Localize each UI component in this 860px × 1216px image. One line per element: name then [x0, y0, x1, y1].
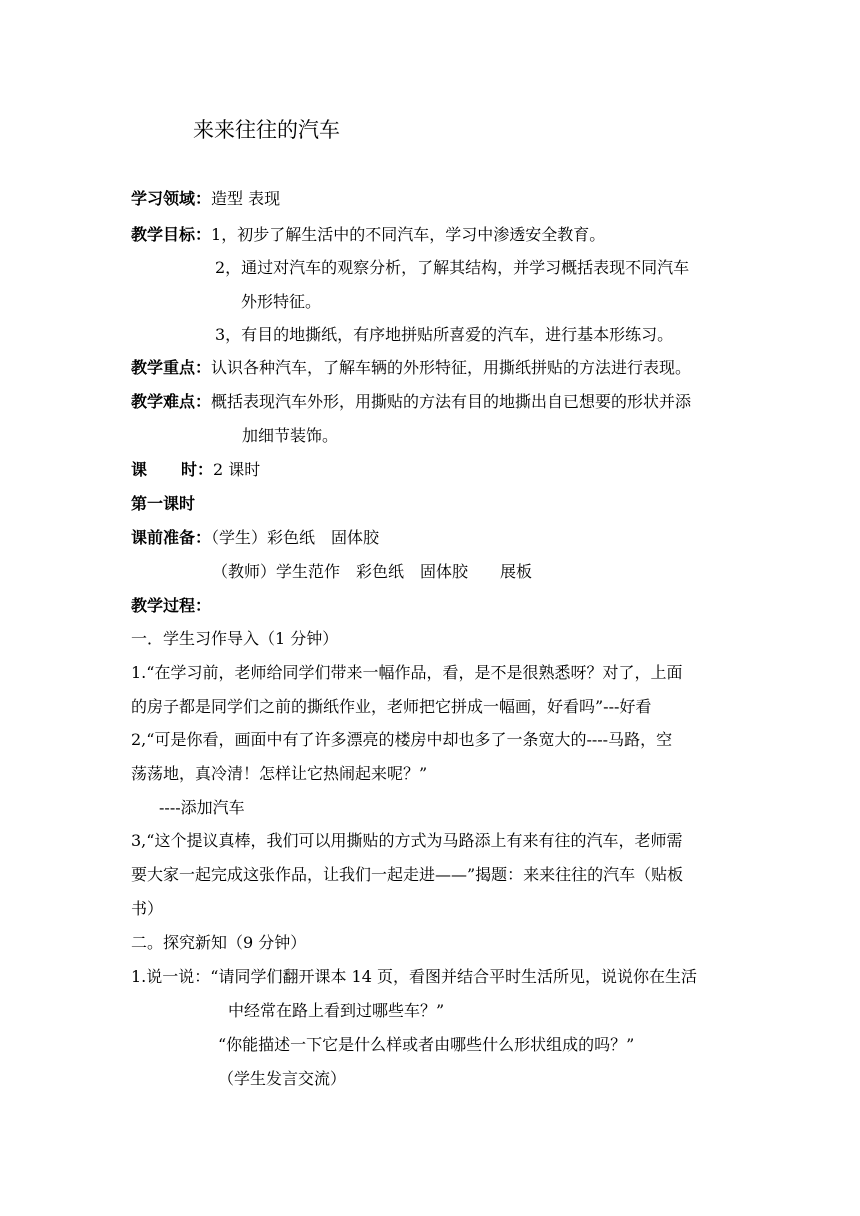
section-2-line-a: 1.说一说：“请同学们翻开课本 14 页，看图并结合平时生活所见，说说你在生活 — [131, 967, 697, 986]
key-points-label: 教学重点： — [131, 358, 212, 377]
prep-teacher: （教师）学生范作 彩色纸 固体胶 展板 — [212, 562, 533, 581]
prep-student: （学生）彩色纸 固体胶 — [211, 528, 380, 547]
paragraph-2b: 荡荡地，真冷清！怎样让它热闹起来呢？” — [131, 764, 428, 783]
objective-3: 3，有目的地撕纸，有序地拼贴所喜爱的汽车，进行基本形练习。 — [215, 325, 674, 344]
paragraph-1a: 1.“在学习前，老师给同学们带来一幅作品，看，是不是很熟悉呀？对了，上面 — [131, 663, 683, 682]
section-2-heading: 二。探究新知（9 分钟） — [131, 933, 307, 952]
objective-2b: 外形特征。 — [241, 292, 322, 311]
paragraph-3a: 3,“这个提议真棒，我们可以用撕贴的方式为马路添上有来有往的汽车，老师需 — [131, 831, 683, 850]
paragraph-1b: 的房子都是同学们之前的撕纸作业，老师把它拼成一幅画，好看吗”---好看 — [131, 697, 652, 716]
hours-line — [131, 459, 260, 481]
difficulties-value-b: 加细节装饰。 — [242, 426, 339, 445]
objective-1: 1，初步了解生活中的不同汽车，学习中渗透安全教育。 — [211, 225, 606, 244]
process-label: 教学过程： — [131, 596, 212, 615]
difficulties-value-a: 概括表现汽车外形，用撕贴的方法有目的地撕出自已想要的形状并添 — [211, 392, 692, 411]
section-2-line-c: “你能描述一下它是什么样或者由哪些什么形状组成的吗？” — [218, 1035, 635, 1054]
field-line — [131, 188, 280, 210]
document-title: 来来往往的汽车 — [193, 118, 340, 142]
key-points-value: 认识各种汽车，了解车辆的外形特征，用撕纸拼贴的方法进行表现。 — [211, 358, 692, 377]
objective-2a: 2，通过对汽车的观察分析，了解其结构，并学习概括表现不同汽车 — [215, 258, 690, 277]
paragraph-2a: 2,“可是你看，画面中有了许多漂亮的楼房中却也多了一条宽大的----马路，空 — [131, 730, 673, 749]
hours-value: 2 课时 — [213, 460, 261, 479]
prep-label: 课前准备： — [131, 528, 212, 547]
section-1-heading: 一．学生习作导入（1 分钟） — [131, 629, 339, 648]
lesson-heading: 第一课时 — [131, 494, 196, 513]
hours-label-b: 时： — [181, 460, 214, 479]
paragraph-3c: 书） — [131, 899, 164, 918]
objectives-label: 教学目标： — [131, 225, 212, 244]
field-value: 造型 表现 — [211, 189, 281, 208]
objectives-line-1 — [131, 224, 605, 246]
difficulties-label: 教学难点： — [131, 392, 212, 411]
section-2-line-b: 中经常在路上看到过哪些车？” — [228, 1001, 445, 1020]
prep-line — [131, 527, 379, 549]
paragraph-2c: ----添加汽车 — [159, 798, 245, 817]
field-label: 学习领域： — [131, 189, 212, 208]
paragraph-3b: 要大家一起完成这张作品，让我们一起走进——”揭题：来来往往的汽车（贴板 — [131, 865, 684, 884]
hours-label-a: 课 — [131, 460, 148, 479]
key-points-line — [131, 357, 691, 379]
section-2-line-d: （学生发言交流） — [218, 1069, 347, 1088]
difficulties-line — [131, 391, 691, 413]
